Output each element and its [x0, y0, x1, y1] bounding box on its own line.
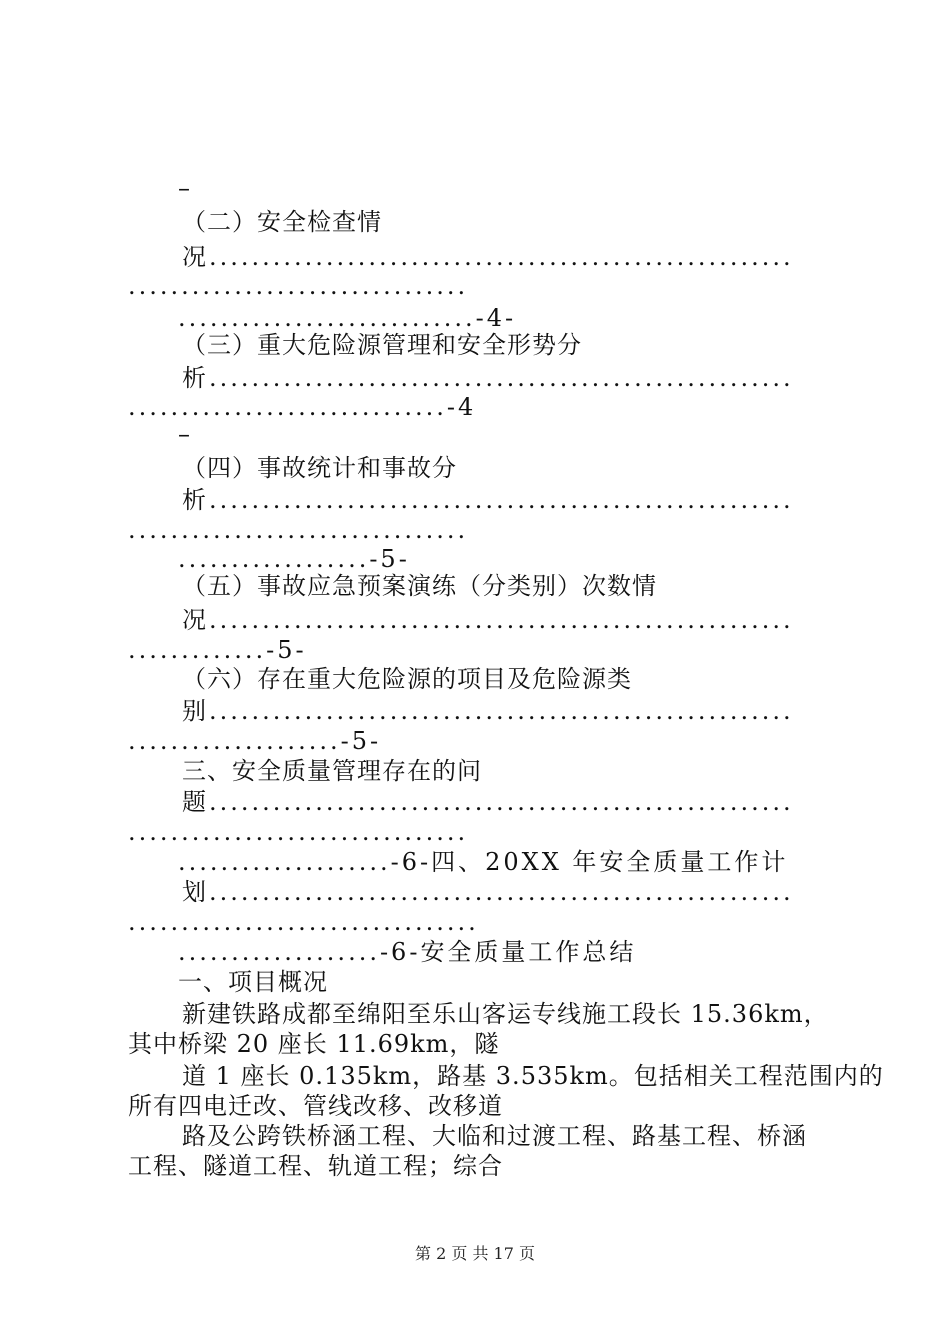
toc-item-6-continuation[interactable]: 别....................................................... — [182, 697, 794, 725]
paragraph-line: 道 1 座长 0.135km，路基 3.535km。包括相关工程范围内的 — [182, 1062, 884, 1090]
toc-section-4-continuation[interactable]: 划....................................................... — [182, 878, 794, 906]
toc-section-3-continuation[interactable]: 题....................................................... — [182, 788, 794, 816]
toc-item-3-page[interactable]: ..............................-4 — [128, 393, 477, 421]
toc-item-2-leader: ................................ — [128, 272, 469, 300]
toc-section-4-page-and-doc-title[interactable]: ...................-6-安全质量工作总结 — [178, 938, 637, 966]
toc-section-3-page-and-section-4-title[interactable]: ....................-6-四、20XX 年安全质量工作计 — [178, 848, 789, 876]
toc-dash-top: – — [178, 174, 191, 202]
toc-item-2-continuation[interactable]: 况....................................................... — [182, 243, 794, 271]
toc-item-3-continuation[interactable]: 析....................................................... — [182, 364, 794, 392]
toc-item-2-title[interactable]: （二）安全检查情 — [182, 208, 382, 236]
toc-item-4-page[interactable]: ..................-5- — [178, 545, 410, 573]
toc-item-6-page[interactable]: ....................-5- — [128, 727, 382, 755]
toc-dash-mid: – — [178, 420, 191, 448]
paragraph-line: 新建铁路成都至绵阳至乐山客运专线施工段长 15.36km， — [182, 1000, 829, 1028]
toc-section-3-title[interactable]: 三、安全质量管理存在的问 — [182, 757, 482, 785]
toc-section-3-leader: ................................ — [128, 818, 469, 846]
toc-item-6-title[interactable]: （六）存在重大危险源的项目及危险源类 — [182, 665, 632, 693]
section-heading-project-overview: 一、项目概况 — [178, 968, 328, 996]
toc-item-4-leader: ................................ — [128, 516, 469, 544]
toc-item-3-title[interactable]: （三）重大危险源管理和安全形势分 — [182, 331, 582, 359]
paragraph-line: 所有四电迁改、管线改移、改移道 — [128, 1092, 503, 1120]
paragraph-line: 工程、隧道工程、轨道工程；综合 — [128, 1152, 503, 1180]
toc-item-4-title[interactable]: （四）事故统计和事故分 — [182, 454, 457, 482]
toc-item-5-page[interactable]: .............-5- — [128, 636, 307, 664]
toc-item-5-title[interactable]: （五）事故应急预案演练（分类别）次数情 — [182, 572, 657, 600]
page-footer: 第 2 页 共 17 页 — [415, 1244, 535, 1263]
paragraph-line: 路及公跨铁桥涵工程、大临和过渡工程、路基工程、桥涵 — [182, 1122, 807, 1150]
toc-section-4-leader: ................................. — [128, 908, 479, 936]
toc-item-2-page[interactable]: ............................-4- — [178, 304, 517, 332]
toc-item-4-continuation[interactable]: 析....................................................... — [182, 486, 794, 514]
paragraph-line: 其中桥梁 20 座长 11.69km，隧 — [128, 1030, 500, 1058]
toc-item-5-continuation[interactable]: 况....................................................... — [182, 606, 794, 634]
